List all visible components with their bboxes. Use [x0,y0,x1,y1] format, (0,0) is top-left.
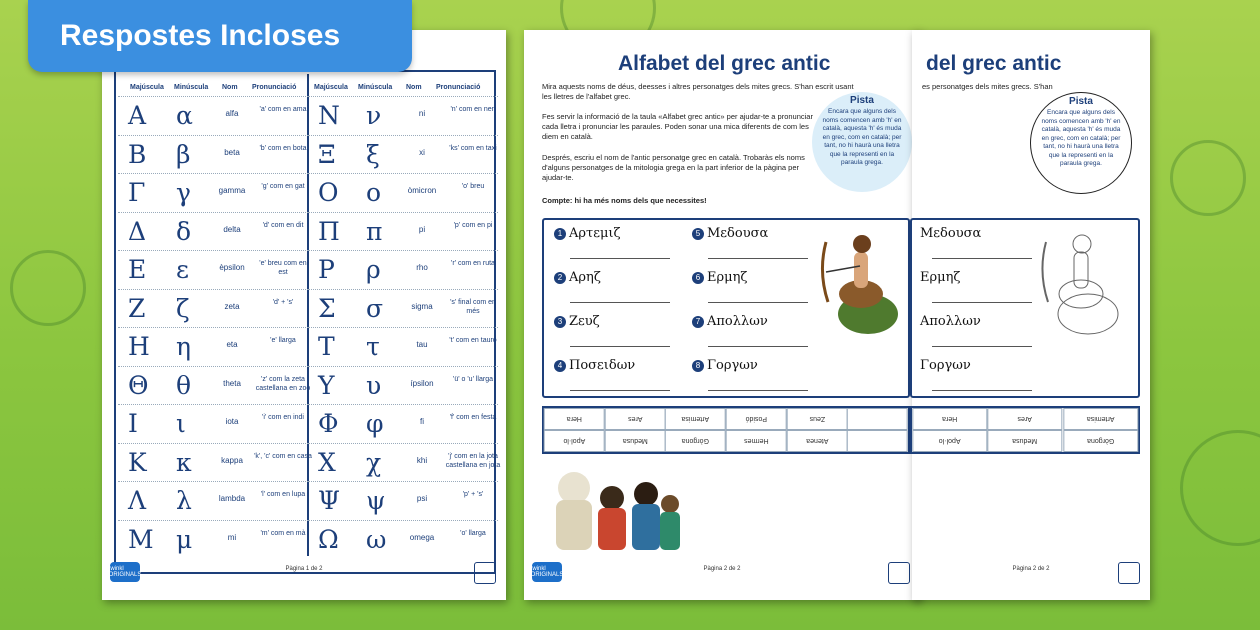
page-number: Pàgina 2 de 2 [1012,566,1050,572]
answer-line[interactable] [932,346,1032,347]
quality-seal-icon [474,562,496,584]
pronunciation: 'ks' com en taxi [449,144,497,152]
uppercase-letter: Τ [318,332,335,361]
alphabet-row [118,404,308,442]
uppercase-letter: Μ [128,524,154,554]
word-bank-cell: Hera [544,408,605,430]
lowercase-letter: σ [366,293,384,323]
alphabet-row [308,520,498,558]
uppercase-letter: Ε [128,255,147,284]
letter-name: xi [419,147,425,157]
alphabet-row [118,173,308,211]
number-badge: 7 [692,316,704,328]
uppercase-letter: Σ [318,293,336,323]
uppercase-letter: Ρ [318,255,335,284]
word-bank-cell [847,430,908,452]
greek-word-4: 4 Ποσειδων [554,358,635,373]
uppercase-letter: Ν [318,101,340,130]
hint-bubble [1030,92,1132,194]
uppercase-letter: Δ [128,216,147,246]
pronunciation: 'l' com en lupa [260,491,306,498]
word-bank-cell: Artemisa [665,408,726,430]
lowercase-letter: γ [176,178,191,207]
col-header-upper: Majúscula [130,84,164,91]
letter-name: gamma [218,186,246,195]
letter-name: omega [409,532,435,542]
lowercase-letter: ψ [366,486,386,515]
alphabet-row [118,212,308,250]
letter-name: eta [226,340,238,349]
col-header-pron: Pronunciació [436,84,481,91]
page-footer [912,560,1150,588]
background-doodle [10,250,86,326]
uppercase-letter: Ψ [318,486,340,515]
letter-name: theta [223,378,241,388]
alphabet-row [308,366,498,404]
number-badge: 3 [554,316,566,328]
alphabet-row [118,250,308,288]
word-bank [910,406,1140,454]
word-bank-cell: Posidó [726,408,787,430]
number-badge: 6 [692,272,704,284]
word-bank-cell: Apol·lo [544,430,605,452]
alphabet-row [308,250,498,288]
uppercase-letter: Η [128,332,150,361]
lowercase-letter: ρ [366,255,381,284]
uppercase-letter: Χ [318,447,336,477]
uppercase-letter: Θ [128,370,149,400]
word-bank-cell: Apol·lo [912,430,987,452]
centaur-archer-sketch [1036,222,1122,338]
instructions-paragraph: Fes servir la informació de la taula «Alfabet grec antic» per ajudar-te a pronunciar cada lletra i pronunciar les paraules. Poden sonar una mica diferents de com les diem en català. [542,112,813,141]
alphabet-row [118,327,308,365]
alphabet-row [308,173,498,211]
alphabet-row [118,96,308,134]
lowercase-letter: φ [366,409,384,438]
greek-word-8: 8 Γοργων [692,358,758,373]
answers-title: del grec antic [926,52,1062,75]
number-badge: 1 [554,228,566,240]
pronunciation: 'f' com en festa [449,414,497,421]
quality-seal-icon [888,562,910,584]
answer-line[interactable] [708,390,808,391]
greek-word-1: 1 Αρτεμιζ [554,226,621,241]
greek-word: Ερμηζ [920,270,961,285]
answer-line[interactable] [708,302,808,303]
greek-word: Απολλων [920,314,981,329]
uppercase-letter: Β [128,139,147,169]
hint-title: Pista [850,95,874,106]
alphabet-row [308,481,498,519]
alphabet-row [118,443,312,481]
alphabet-row [308,212,498,250]
lowercase-letter: ε [176,255,189,284]
letter-name: rho [416,263,428,272]
badge-label: Respostes Incloses [60,19,341,52]
word-bank-cell: Medusa [605,430,666,452]
letter-name: tau [416,340,428,349]
uppercase-letter: Φ [318,409,339,438]
uppercase-letter: Ι [128,409,138,438]
pronunciation: 'e' breu com en est [259,260,307,276]
greek-word-2: 2 Αρηζ [554,270,601,285]
letter-name: sigma [411,301,433,311]
answer-line[interactable] [932,302,1032,303]
lowercase-letter: ο [366,178,382,207]
pronunciation: 'b' com en bota [259,144,307,152]
word-bank-cell: Ares [605,408,666,430]
alphabet-row [308,289,498,327]
word-bank [542,406,910,454]
pronunciation: 'o' breu [461,183,485,190]
letter-name: ípsilon [410,378,434,388]
pronunciation: 'i' com en indi [262,414,304,421]
alphabet-table-page [102,30,506,600]
alphabet-row [118,135,308,173]
greek-gods-illustration [544,458,684,558]
alphabet-row [308,327,498,365]
letter-name: èpsilon [219,263,245,272]
uppercase-letter: Γ [128,178,146,207]
lowercase-letter: ζ [176,293,190,323]
lowercase-letter: θ [176,370,192,400]
pronunciation: 'r' com en ruta [451,260,495,267]
uppercase-letter: Κ [128,447,147,477]
pronunciation: 'd' + 's' [272,298,294,306]
twinkl-logo: twinkl ORIGINALS [110,562,140,582]
col-header-upper: Majúscula [314,84,348,91]
word-bank-cell: Ares [987,408,1062,430]
col-header-name: Nom [222,84,238,91]
col-header-lower: Minúscula [358,84,393,91]
answer-line[interactable] [708,258,808,259]
background-doodle [1170,140,1246,216]
pronunciation: 'p' + 's' [462,491,484,498]
lowercase-letter: η [176,332,191,361]
pronunciation: 'ü' o 'u' llarga [453,375,493,383]
uppercase-letter: Υ [318,370,335,400]
word-bank-cell: Zeus [787,408,848,430]
alphabet-row [308,96,498,134]
pronunciation: 'm' com en mà [260,529,306,537]
hint-bubble [812,92,912,192]
lowercase-letter: κ [176,447,192,477]
lowercase-letter: ι [176,409,186,438]
hint-text: Encara que alguns dels noms comencen amb 'h' en català, aquesta 'h' és muda en grec, com en català; per tant, no hi haurà una lletra que la representi en la paraula grega. [822,108,902,166]
answers-included-badge [28,0,412,72]
number-badge: 2 [554,272,566,284]
pronunciation: 't' com en tauró [449,337,497,344]
background-doodle [1180,430,1260,546]
hint-title: Pista [1069,96,1093,107]
greek-word-7: 7 Απολλων [692,314,768,329]
number-badge: 4 [554,360,566,372]
letter-name: iota [225,417,239,426]
letter-name: khi [416,455,428,465]
centaur-archer-illustration [816,222,902,338]
quality-seal-icon [1118,562,1140,584]
alphabet-row [118,366,311,404]
word-bank-cell: Hermes [726,430,787,452]
worksheet-page [524,30,920,600]
answers-intro-fragment: es personatges dels mites grecs. S'han [922,82,1053,91]
letter-name: mi [227,532,237,542]
page-footer [524,560,920,588]
word-bank-cell [847,408,908,430]
word-bank-cell: Artemisa [1063,408,1138,430]
letter-name: ni [418,109,426,118]
word-bank-cell: Atenea [787,430,848,452]
lowercase-letter: ν [366,101,382,130]
letter-name: alfa [225,109,239,118]
uppercase-letter: Ξ [318,139,336,169]
alphabet-row [308,404,498,442]
alphabet-row [308,135,498,173]
pronunciation: 'o' llarga [460,529,486,537]
uppercase-letter: Ο [318,178,339,207]
greek-word: Γοργων [920,358,971,373]
warning-text: Compte: hi ha més noms dels que necessites! [542,196,707,205]
instructions-paragraph-2: Després, escriu el nom de l'antic personatge grec en català. Trobaràs els noms d'alguns personatges de la mitologia grega en la part inferior de la pàgina per ajudar-te. [542,153,805,182]
worksheet-title: Alfabet del grec antic [618,52,831,75]
lowercase-letter: μ [176,524,193,554]
pronunciation: 'z' com la zeta castellana en zoo [255,375,311,392]
word-bank-cell: Medusa [987,430,1062,452]
greek-word-6: 6 Ερμηζ [692,270,747,285]
col-header-pron: Pronunciació [252,84,297,91]
answer-line[interactable] [570,390,670,391]
uppercase-letter: Π [318,216,340,246]
lowercase-letter: υ [366,370,382,400]
pronunciation: 'p' com en pi [453,221,493,229]
greek-word: Μεδουσα [920,226,982,241]
lowercase-letter: δ [176,216,192,246]
letter-name: psi [416,494,428,503]
alphabet-row [118,481,308,519]
pronunciation: 'a' com en ama [259,106,307,113]
answer-line[interactable] [932,258,1032,259]
answer-line[interactable] [570,302,670,303]
pronunciation: 'g' com en gat [261,183,305,190]
alphabet-row [308,443,501,481]
pronunciation: 's' final com en més [450,298,496,315]
pronunciation: 'd' com en dit [262,221,304,229]
letter-name: kappa [221,455,243,465]
letter-name: fi [420,417,424,426]
letter-name: lambda [218,494,246,503]
word-bank-cell: Gòrgona [665,430,726,452]
lowercase-letter: π [366,216,383,246]
twinkl-logo: twinkl ORIGINALS [532,562,562,582]
word-bank-cell: Hera [912,408,987,430]
alphabet-row [118,289,308,327]
pronunciation: 'n' com en nen [450,106,496,113]
answers-page [912,30,1150,600]
letter-name: zeta [224,301,240,311]
lowercase-letter: χ [366,447,382,477]
pronunciation: 'e' llarga [270,337,296,344]
uppercase-letter: Λ [128,486,147,515]
pronunciation: 'k', 'c' com en casa [254,452,312,460]
answer-line[interactable] [570,258,670,259]
lowercase-letter: β [176,139,191,169]
letter-name: delta [223,224,241,234]
greek-word-5: 5 Μεδουσα [692,226,768,241]
lowercase-letter: λ [176,486,192,515]
col-header-name: Nom [406,84,422,91]
letter-name: pi [418,224,426,234]
lowercase-letter: ω [366,524,387,554]
answer-line[interactable] [708,346,808,347]
hint-text: Encara que alguns dels noms comencen amb 'h' en català, aquesta 'h' és muda en grec, com en català; per tant, no hi haurà una lletra que la representi en la paraula grega. [1041,109,1121,167]
letter-name: òmicron [407,186,437,195]
alphabet-row [118,520,308,558]
number-badge: 5 [692,228,704,240]
page-footer [102,560,506,588]
greek-word-3: 3 Ζευζ [554,314,600,329]
page-number: Pàgina 1 de 2 [285,566,323,572]
lowercase-letter: α [176,101,193,130]
uppercase-letter: Ζ [128,293,146,323]
col-header-lower: Minúscula [174,84,209,91]
page-number: Pàgina 2 de 2 [703,566,741,572]
pronunciation: 'j' com en la jota castellana en jota [445,452,501,469]
word-bank-cell: Gòrgona [1063,430,1138,452]
answer-line[interactable] [932,390,1032,391]
number-badge: 8 [692,360,704,372]
uppercase-letter: Α [128,101,147,130]
uppercase-letter: Ω [318,524,339,554]
lowercase-letter: τ [366,332,380,361]
answer-line[interactable] [570,346,670,347]
intro-paragraph: Mira aquests noms de déus, deesses i altres personatges dels mites grecs. S'han escrit usant les lletres de l'alfabet grec. [542,82,854,101]
lowercase-letter: ξ [366,139,380,169]
letter-name: beta [224,147,240,157]
